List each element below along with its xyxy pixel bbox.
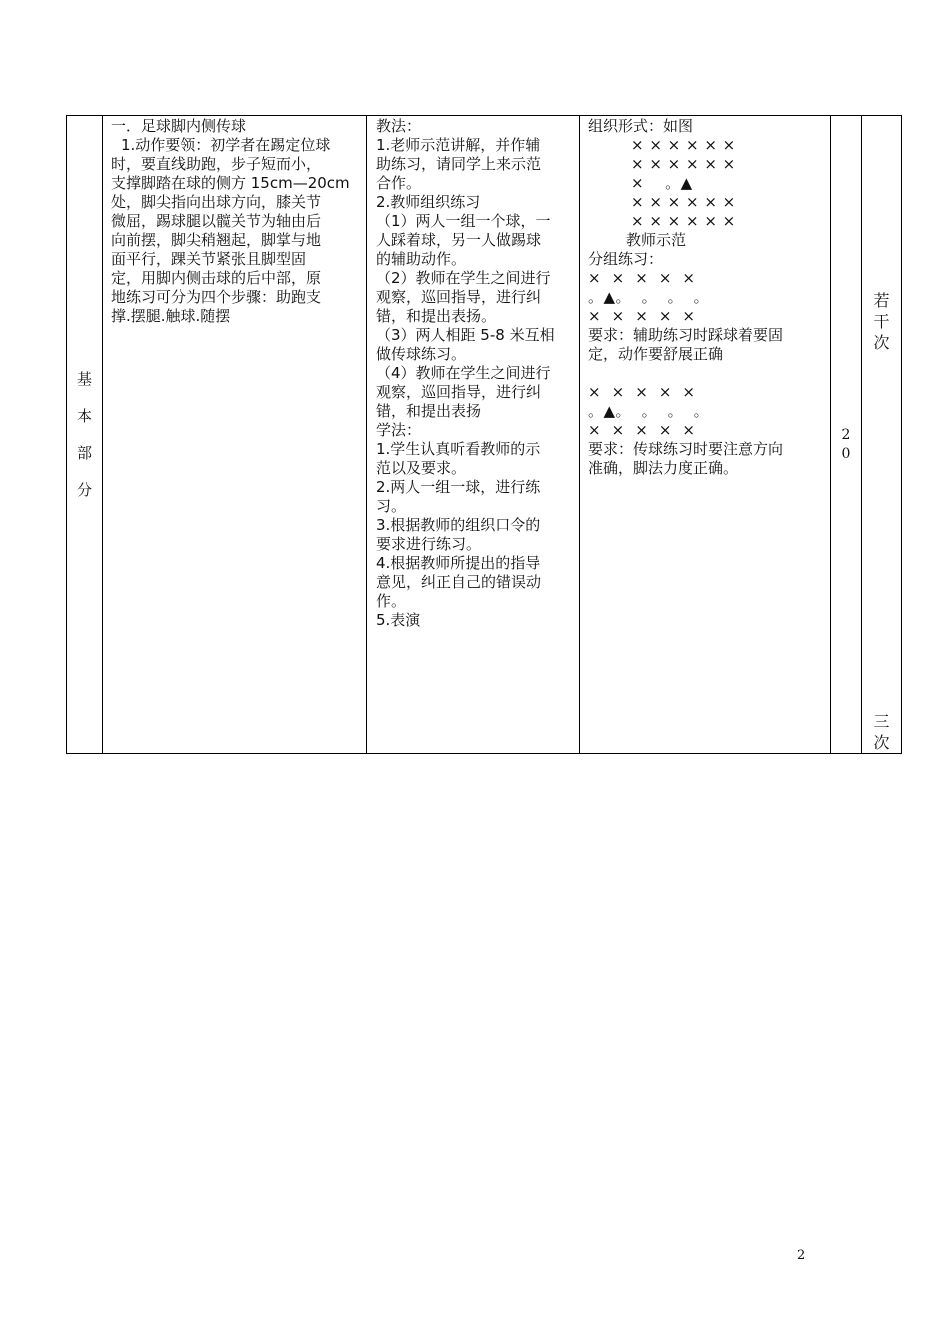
- section-char: 本: [76, 406, 92, 425]
- formation-row: × × × × ×: [588, 421, 696, 439]
- method-line: 观察，巡回指导，进行纠: [376, 288, 542, 306]
- method-text: [367, 116, 579, 630]
- requirement-line: 定，动作要舒展正确: [588, 345, 724, 363]
- method-line: 人踩着球，另一人做踢球: [376, 231, 542, 249]
- method-line: 要求进行练习。: [376, 535, 482, 553]
- formation-row: × × × × × ×: [631, 136, 736, 154]
- reps-char: 三: [873, 712, 890, 731]
- method-line: 4.根据教师所提出的指导: [376, 554, 541, 572]
- page-number: 2: [797, 1248, 806, 1263]
- lesson-plan-table: [66, 115, 902, 754]
- content-line: 面平行，踝关节紧张且脚型固: [111, 250, 307, 268]
- method-line: 作。: [376, 592, 407, 610]
- requirement-line: 准确，脚法力度正确。: [588, 459, 739, 477]
- time-digit: 2: [841, 427, 851, 443]
- content-line: 时，要直线助跑，步子短而小，: [111, 155, 322, 173]
- method-line: 意见，纠正自己的错误动: [376, 573, 542, 591]
- method-line: 合作。: [376, 174, 422, 192]
- content-line: 支撑脚踏在球的侧方 15cm—20cm: [111, 174, 350, 192]
- method-cell: [367, 116, 580, 754]
- method-line: 1.学生认真听看教师的示: [376, 440, 541, 458]
- method-line: （3）两人相距 5-8 米互相: [376, 326, 555, 344]
- reps-char: 若: [873, 291, 890, 310]
- method-line: 3.根据教师的组织口令的: [376, 516, 541, 534]
- section-cell: [67, 116, 103, 754]
- method-line: 2.两人一组一球，进行练: [376, 478, 541, 496]
- method-line: 做传球练习。: [376, 345, 467, 363]
- table-row: [67, 116, 902, 754]
- time-digit: 0: [841, 446, 851, 462]
- formation-row: × × × × × ×: [631, 212, 736, 230]
- formation-row: × × × × ×: [588, 269, 696, 287]
- formation-row: × 。▲: [631, 174, 693, 192]
- section-char: 基: [76, 369, 92, 388]
- reps-char: 干: [873, 312, 890, 331]
- organization-text: [580, 116, 830, 478]
- section-char: 分: [76, 480, 92, 499]
- time-value: [831, 426, 861, 464]
- content-cell: [103, 116, 367, 754]
- learning-method-heading: 学法：: [376, 421, 422, 439]
- content-line: 处，脚尖指向出球方向，膝关节: [111, 193, 322, 211]
- repetitions-cell: [862, 116, 902, 754]
- method-line: 助练习，请同学上来示范: [376, 155, 542, 173]
- method-line: 的辅助动作。: [376, 250, 467, 268]
- spacer: [588, 364, 826, 383]
- method-line: （2）教师在学生之间进行: [376, 269, 551, 287]
- formation-row: × × × × ×: [588, 307, 696, 325]
- requirement-line: 要求：传球练习时要注意方向: [588, 440, 784, 458]
- organization-cell: [580, 116, 831, 754]
- time-wrap: [831, 116, 861, 753]
- formation-row: 。▲。 。 。 。: [588, 288, 710, 306]
- content-text: [103, 116, 366, 326]
- method-line: 5.表演: [376, 611, 421, 629]
- reps-char: 次: [873, 733, 890, 752]
- content-line: 1.动作要领：初学者在踢定位球: [121, 136, 331, 154]
- content-title: 一．足球脚内侧传球: [111, 117, 247, 135]
- method-line: 习。: [376, 497, 407, 515]
- formation-row: × × × × × ×: [631, 193, 736, 211]
- section-label: [67, 116, 102, 753]
- method-line: 观察，巡回指导，进行纠: [376, 383, 542, 401]
- reps-char: 次: [873, 333, 890, 352]
- method-line: 错，和提出表扬: [376, 402, 482, 420]
- section-char: 部: [76, 443, 92, 462]
- requirement-line: 要求：辅助练习时踩球着要固: [588, 326, 784, 344]
- method-line: 错，和提出表扬。: [376, 307, 497, 325]
- organization-title: 组织形式：如图: [588, 117, 694, 135]
- formation-row: × × × × × ×: [631, 155, 736, 173]
- method-line: （1）两人一组一个球，一: [376, 212, 551, 230]
- method-line: 范以及要求。: [376, 459, 467, 477]
- method-line: 1.老师示范讲解，并作辅: [376, 136, 541, 154]
- formation-row: 。▲。 。 。 。: [588, 402, 710, 420]
- content-line: 微屈，踢球腿以髋关节为轴由后: [111, 212, 322, 230]
- content-line: 定，用脚内侧击球的后中部，原: [111, 269, 322, 287]
- time-cell: [831, 116, 862, 754]
- repetitions-bottom: [862, 711, 901, 753]
- content-line: 地练习可分为四个步骤：助跑支: [111, 288, 322, 306]
- group-practice-label: 分组练习：: [588, 250, 664, 268]
- method-line: （4）教师在学生之间进行: [376, 364, 551, 382]
- teaching-method-heading: 教法：: [376, 117, 422, 135]
- repetitions-top: [862, 290, 901, 353]
- method-line: 2.教师组织练习: [376, 193, 481, 211]
- content-line: 向前摆，脚尖稍翘起，脚掌与地: [111, 231, 322, 249]
- repetitions-wrap: [862, 116, 901, 753]
- demo-label: 教师示范: [626, 231, 687, 249]
- content-line: 撑.摆腿.触球.随摆: [111, 307, 231, 325]
- formation-row: × × × × ×: [588, 383, 696, 401]
